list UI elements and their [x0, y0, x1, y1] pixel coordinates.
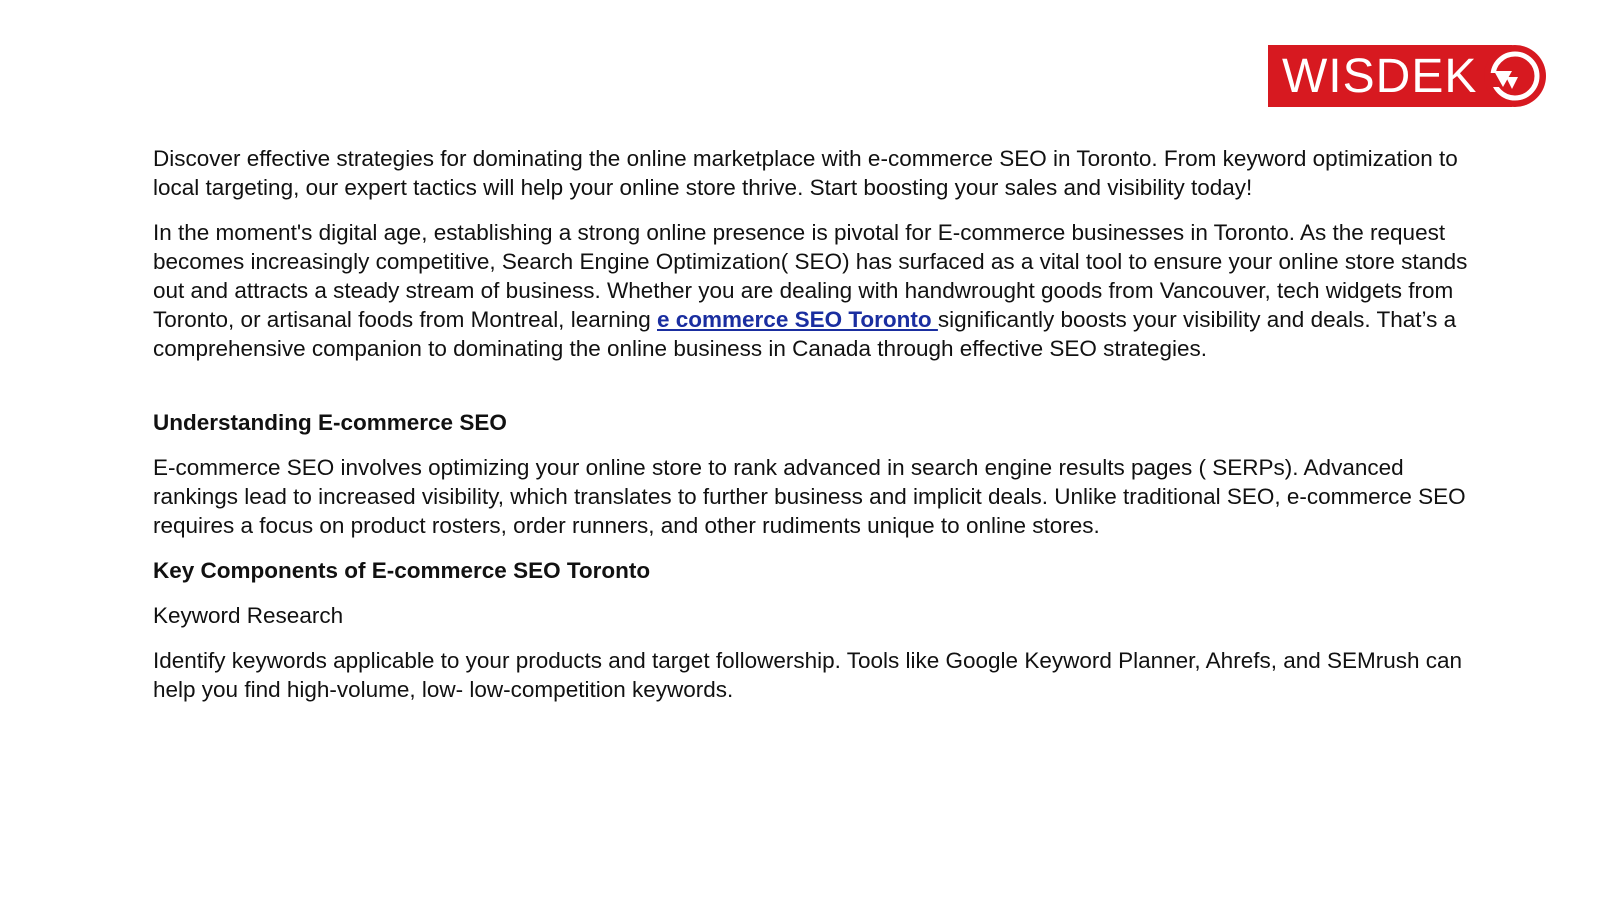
section-heading-key-components: Key Components of E-commerce SEO Toronto — [153, 558, 651, 583]
article-content — [153, 144, 1493, 704]
body-paragraph — [153, 218, 1493, 363]
intro-paragraph: Discover effective strategies for dominating the online marketplace with e-commerce SEO in Toronto. From keyword optimization to local targeting, our expert tactics will help your online store thrive. Start boosting your sales and visibility today! — [153, 146, 1458, 200]
logo-refresh-icon — [1482, 43, 1548, 109]
ecommerce-seo-toronto-link[interactable]: e commerce SEO Toronto — [657, 307, 938, 332]
logo-wordmark: WISDEK — [1268, 45, 1512, 107]
section-heading-understanding: Understanding E-commerce SEO — [153, 410, 507, 435]
body-text-before-link: In the moment's digital age, establishing a strong online presence is pivotal for E-commerce businesses in Toronto. As the request becomes increasingly competitive, Search Engine Optimization( SEO) has surfaced as a vital tool to ensure your online store stands out and attracts a steady stream of business. Whether you are dealing with handwrought goods from Vancouver, tech widgets from Toronto, or artisanal foods from Montreal, learning — [153, 220, 1468, 332]
section-paragraph-keyword-research: Identify keywords applicable to your products and target followership. Tools like Google Keyword Planner, Ahrefs, and SEMrush can help you find high-volume, low- low-competition keywords. — [153, 648, 1463, 702]
body-text-after-link: significantly boosts your visibility and deals. That’s a comprehensive companion to dominating the online business in Canada through effective SEO strategies. — [153, 307, 1457, 361]
wisdek-logo — [1268, 43, 1512, 109]
section-paragraph-understanding: E-commerce SEO involves optimizing your online store to rank advanced in search engine results pages ( SERPs). Advanced rankings lead to increased visibility, which translates to further business and implicit deals. Unlike traditional SEO, e-commerce SEO requires a focus on product rosters, order runners, and other rudiments unique to online stores. — [153, 455, 1466, 538]
subheading-keyword-research: Keyword Research — [153, 603, 344, 628]
